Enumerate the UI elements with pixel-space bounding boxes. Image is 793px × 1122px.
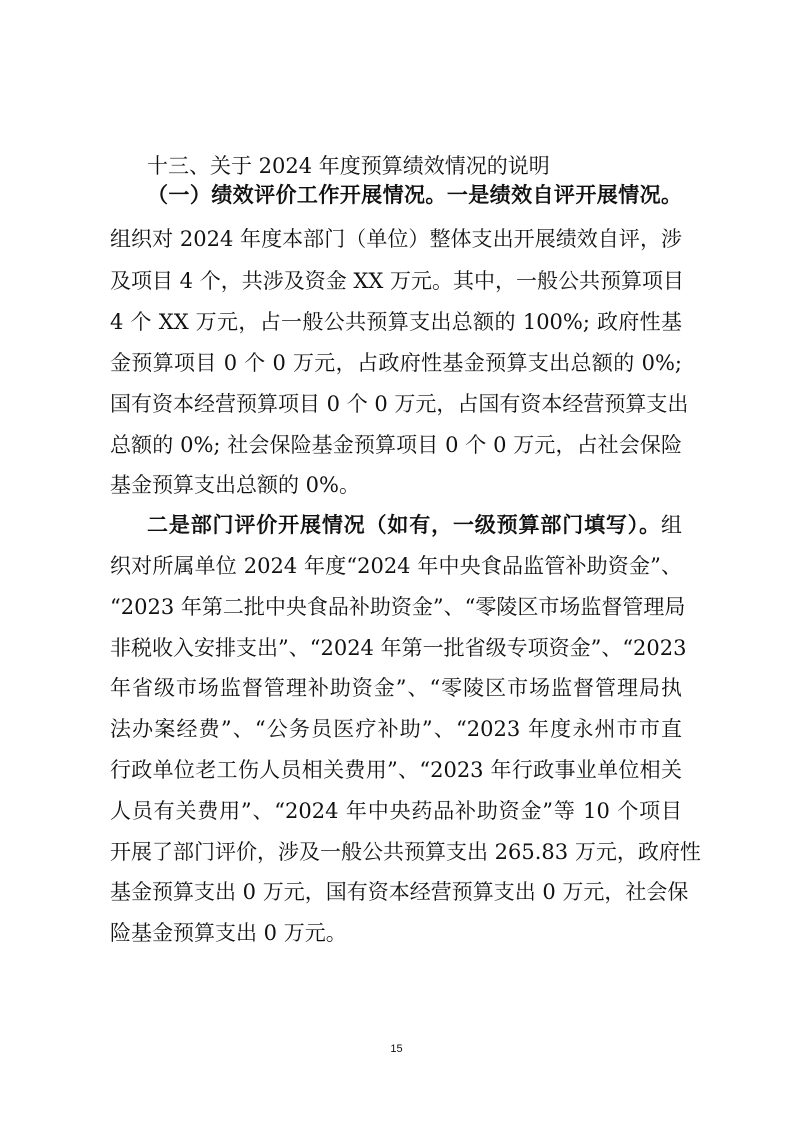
paragraph-line: 年省级市场监督管理补助资金”、“零陵区市场监督管理局执 <box>110 676 682 700</box>
paragraph-line: 金预算项目 0 个 0 万元，占政府性基金预算支出总额的 0%; <box>110 351 682 375</box>
paragraph-line: 险基金预算支出 0 万元。 <box>110 921 347 945</box>
paragraph-line: 及项目 4 个，共涉及资金 XX 万元。其中，一般公共预算项目 <box>110 269 684 293</box>
paragraph-line: 法办案经费”、“公务员医疗补助”、“2023 年度永州市市直 <box>110 717 682 741</box>
section2-first-tail: 组 <box>661 513 682 537</box>
paragraph-line: 国有资本经营预算项目 0 个 0 万元，占国有资本经营预算支出 <box>110 392 689 416</box>
section2-first-line <box>147 515 682 536</box>
section-heading: 十三、关于 2024 年度预算绩效情况的说明 <box>147 154 550 178</box>
paragraph-line: “2023 年第二批中央食品补助资金”、“零陵区市场监督管理局 <box>110 595 686 619</box>
section2-bold-label: 二是部门评价开展情况（如有，一级预算部门填写）。 <box>147 513 661 537</box>
paragraph-line: 总额的 0%; 社会保险基金预算项目 0 个 0 万元，占社会保险 <box>110 433 682 457</box>
paragraph-line: 非税收入安排支出”、“2024 年第一批省级专项资金”、“2023 <box>110 636 687 660</box>
paragraph-line: 4 个 XX 万元，占一般公共预算支出总额的 100%; 政府性基 <box>110 310 682 334</box>
paragraph-line: 开展了部门评价，涉及一般公共预算支出 265.83 万元，政府性 <box>110 840 701 864</box>
paragraph-line: 织对所属单位 2024 年度“2024 年中央食品监管补助资金”、 <box>110 554 682 578</box>
page-number: 15 <box>390 1043 403 1055</box>
paragraph-line: 人员有关费用”、“2024 年中央药品补助资金”等 10 个项目 <box>110 799 682 823</box>
paragraph-line: 组织对 2024 年度本部门（单位）整体支出开展绩效自评，涉 <box>110 227 682 251</box>
section1-bold-label: （一）绩效评价工作开展情况。一是绩效自评开展情况。 <box>147 183 682 207</box>
paragraph-line: 行政单位老工伤人员相关费用”、“2023 年行政事业单位相关 <box>110 758 682 782</box>
paragraph-line: 基金预算支出 0 万元，国有资本经营预算支出 0 万元，社会保 <box>110 880 689 904</box>
paragraph-line: 基金预算支出总额的 0%。 <box>110 473 360 497</box>
